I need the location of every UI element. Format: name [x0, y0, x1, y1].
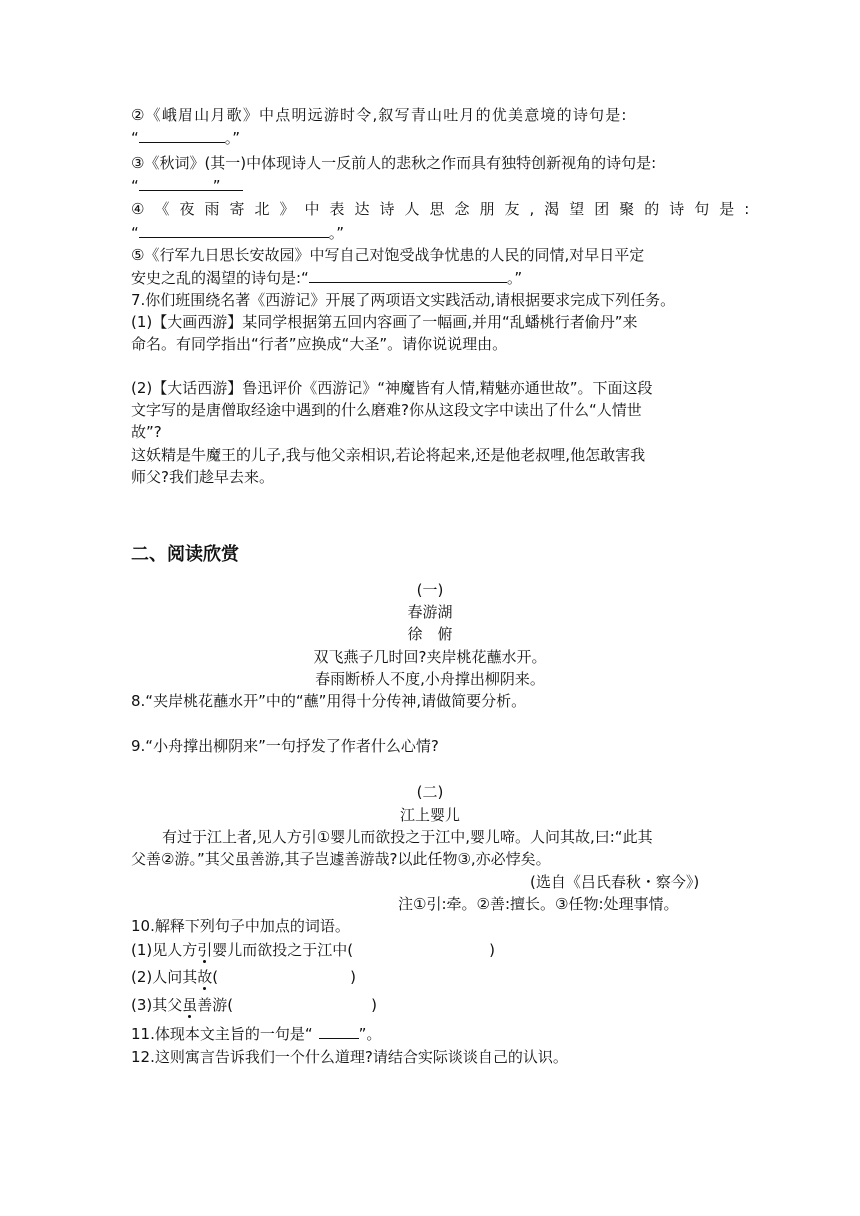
- q10-item-1: [131, 939, 495, 961]
- q11-blank[interactable]: [319, 1022, 359, 1039]
- q6-3-prompt: ③《秋词》(其一)中体现诗人一反前人的悲秋之作而具有独特创新视角的诗句是:: [131, 154, 657, 172]
- q6-2-blank[interactable]: [139, 126, 225, 143]
- dotted-word: 虽: [182, 996, 198, 1014]
- q10-item-2-pre: (2)人问其: [131, 968, 198, 986]
- q6-4-blank[interactable]: [139, 221, 329, 238]
- close-paren: ): [371, 996, 377, 1014]
- close-paren: ): [350, 968, 356, 986]
- q11-prompt: 11.体现本文主旨的一句是“: [131, 1025, 313, 1043]
- open-quote: “: [131, 177, 139, 195]
- q7-stem: 7.你们班围绕名著《西游记》开展了两项语文实践活动,请根据要求完成下列任务。: [131, 291, 676, 309]
- q8-text: 8.“夹岸桃花蘸水开”中的“蘸”用得十分传神,请做简要分析。: [131, 692, 527, 710]
- open-quote: “: [131, 224, 139, 242]
- q10-item-1-pre: (1)见人方: [131, 941, 198, 959]
- q6-3-answer-line: [131, 174, 251, 197]
- section-heading: 二、阅读欣赏: [131, 544, 239, 565]
- q6-5-blank[interactable]: [309, 266, 507, 283]
- prose-body-line2: 父善②游。”其父虽善游,其子岂遽善游哉?以此任物③,亦必悖矣。: [131, 850, 551, 868]
- q9-text: 9.“小舟撑出柳阴来”一句抒发了作者什么心情?: [131, 737, 439, 755]
- q11-line: [131, 1022, 381, 1045]
- q6-2-prompt: ②《峨眉山月歌》中点明远游时令,叙写青山吐月的优美意境的诗句是:: [131, 106, 628, 124]
- q12-text: 12.这则寓言告诉我们一个什么道理?请结合实际谈谈自己的认识。: [131, 1048, 568, 1066]
- dotted-word: 故: [197, 968, 213, 986]
- q10-item-3-post: 善游(: [197, 996, 234, 1014]
- q6-2-answer-line: [131, 126, 240, 149]
- q6-3-blank[interactable]: [139, 174, 243, 191]
- prose-body-line1: 有过于江上者,见人方引①婴儿而欲投之于江中,婴儿啼。人问其故,曰:“此其: [162, 828, 653, 846]
- q10-item-1-post: 婴儿而欲投之于江中(: [212, 941, 354, 959]
- q11-close: ”。: [358, 1025, 382, 1043]
- prose-source: (选自《吕氏春秋・察今》): [530, 873, 700, 891]
- poem-author: 徐 俯: [407, 625, 453, 643]
- q10-item-2: [131, 966, 356, 988]
- q6-5-answer-line: [131, 266, 522, 289]
- q6-5-prompt-cont: 安史之乱的渴望的诗句是:“: [131, 269, 309, 287]
- q7-quote-line1: 这妖精是牛魔王的儿子,我与他父亲相识,若论将起来,还是他老叔哩,他怎敢害我: [131, 446, 646, 464]
- q7-part2-line1: (2)【大话西游】鲁迅评价《西游记》“神魔皆有人情,精魅亦通世故”。下面这段: [131, 379, 653, 397]
- poem-line-1: 双飞燕子几时回?夹岸桃花蘸水开。: [313, 648, 547, 666]
- q10-item-3-pre: (3)其父: [131, 996, 183, 1014]
- prose-note: 注①引:牵。②善:擅长。③任物:处理事情。: [398, 895, 679, 913]
- q6-4-answer-line: [131, 221, 344, 244]
- open-quote: “: [131, 129, 139, 147]
- q10-item-2-post: (: [212, 968, 219, 986]
- q7-quote-line2: 师父?我们趁早去来。: [131, 468, 274, 486]
- close-quote: 。”: [224, 129, 241, 147]
- poem-line-2: 春雨断桥人不度,小舟撑出柳阴来。: [315, 670, 545, 688]
- prose-title: 江上婴儿: [399, 806, 460, 824]
- q7-part1-line2: 命名。有同学指出“行者”应换成“大圣”。请你说说理由。: [131, 335, 508, 353]
- q6-4-prompt: ④《夜雨寄北》中表达诗人思念朋友,渴望团聚的诗句是:: [131, 200, 760, 218]
- close-paren: ): [489, 941, 495, 959]
- dotted-word: 引: [197, 941, 213, 959]
- poem-title: 春游湖: [407, 603, 453, 621]
- prose-part-label: (二): [416, 783, 444, 801]
- q7-part1-line1: (1)【大画西游】某同学根据第五回内容画了一幅画,并用“乱蟠桃行者偷丹”来: [131, 313, 638, 331]
- close-quote: 。”: [328, 224, 345, 242]
- close-quote: 。”: [506, 269, 523, 287]
- poem-part-label: (一): [416, 581, 444, 599]
- q7-part2-line2: 文字写的是唐僧取经途中遇到的什么磨难?你从这段文字中读出了什么“人情世: [131, 401, 642, 419]
- q10-item-3: [131, 994, 377, 1016]
- q7-part2-line3: 故”?: [131, 423, 162, 441]
- close-quote: ”: [212, 177, 221, 195]
- q6-5-prompt: ⑤《行军九日思长安故园》中写自己对饱受战争忧患的人民的同情,对早日平定: [131, 246, 645, 264]
- q10-stem: 10.解释下列句子中加点的词语。: [131, 917, 350, 935]
